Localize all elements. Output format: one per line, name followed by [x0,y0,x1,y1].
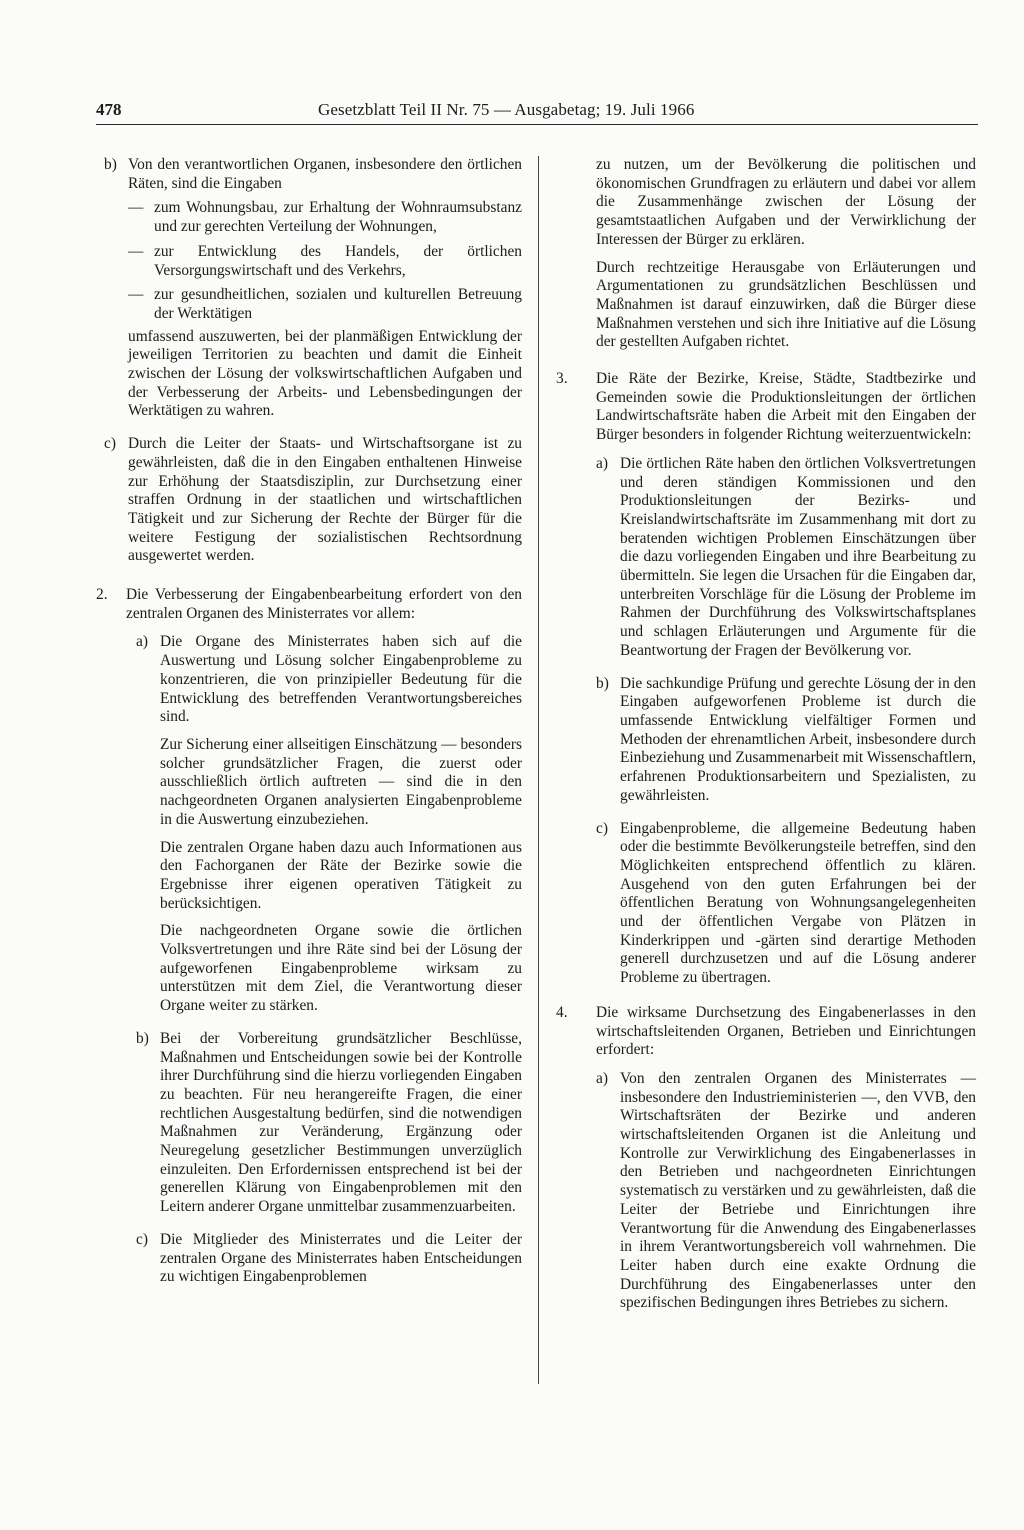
item-label: 4. [556,1003,568,1021]
running-head: Gesetzblatt Teil II Nr. 75 — Ausgabetag; 19. Juli 1966 [318,100,695,119]
paragraph: Zur Sicherung einer allseitigen Einschätzung — besonders solcher grundsätzlicher Fragen, die zuerst oder ausschließlich örtlich auftreten — sind die in den nachgeordneten Organen analysierten Eingabenprobleme in die Auswertung einzubeziehen. [160,735,522,828]
item-label: 3. [556,370,568,388]
item-2-a [136,633,522,1015]
left-item-c [104,435,522,566]
paragraph: Die Organe des Ministerrates haben sich auf die Auswertung und Lösung solcher Eingabenprobleme zu konzentrieren, die von prinzipieller Bedeutung für die Entwicklung des betreffenden Verantwortungsbereiches sind. [160,633,522,726]
paragraph: Durch die Leiter der Staats- und Wirtschaftsorgane ist zu gewährleisten, daß die in den Eingaben enthaltenen Hinweise zur Erhöhung der Staatsdisziplin, zur Durchsetzung einer straffen Ordnung in der staatlichen und wirtschaftlichen Tätigkeit und zur Sicherung der Rechte der Bürger für die weitere Festigung der sozialistischen Rechtsordnung ausgewertet werden. [128,435,522,565]
item-label: c) [104,435,116,453]
page-number: 478 [96,100,122,119]
paragraph: Eingabenprobleme, die allgemeine Bedeutung haben oder die bestimmte Bevölkerungsteile betreffen, sind den Möglichkeiten entsprechend öffentlich zu klären. Ausgehend von den guten Erfahrungen bei der öffentlichen Beratung von Wohnungsangelegenheiten und der öffentlichen Vergabe von Plätzen in Kinderkrippen und -gärten sind derartige Methoden generell durchzusetzen und auf die Lösung anderer Probleme zu übertragen. [620,819,976,987]
item-4-a [596,1070,976,1313]
item-label: c) [596,819,608,837]
item-label: b) [136,1029,149,1047]
header-rule [96,124,978,125]
paragraph: Bei der Vorbereitung grundsätzlicher Beschlüsse, Maßnahmen und Entscheidungen sowie bei der Kontrolle ihrer Durchführung sind die hierzu vorliegenden Eingaben zu beachten. Für neu herangereifte Fragen, die einer rechtlichen Ausgestaltung bedürfen, sind die notwendigen Maßnahmen zur Veränderung, Ergänzung oder Neuregelung gesetzlicher Bestimmungen unverzüglich einzuleiten. Den Erfordernissen entsprechend ist bei der generellen Klärung von Eingabenproblemen mit den Leitern anderer Organe unmittelbar zusammenzuarbeiten. [160,1029,522,1216]
item-2-b [136,1030,522,1217]
item-2 [96,586,522,1301]
dash-text: zur Entwicklung des Handels, der örtlichen Versorgungswirtschaft und des Verkehrs, [154,242,522,279]
paragraph: zu nutzen, um der Bevölkerung die politischen und ökonomischen Grundfragen zu erläutern und dabei vor allem die Zusammenhänge zwischen der Lösung der gesamtstaatlichen Aufgaben und der Verwirklichung der Interessen der Bürger zu erklären. [596,156,976,248]
paragraph: Die Verbesserung der Eingabenbearbeitung erfordert von den zentralen Organen des Ministerrates vor allem: [126,586,522,622]
dash-item [128,243,522,280]
paragraph: Von den verantwortlichen Organen, insbesondere den örtlichen Räten, sind die Eingaben [128,156,522,192]
item-label: a) [596,454,608,472]
paragraph: umfassend auszuwerten, bei der planmäßigen Entwicklung der jeweiligen Territorien zu beachten und damit die Einheit zwischen der Lösung der volkswirtschaftlichen Aufgaben und der Verbesserung der Arbeits- und Lebensbedingungen der Werktätigen zu wahren. [128,327,522,420]
page-header [96,100,976,126]
paragraph: Die örtlichen Räte haben den örtlichen Volksvertretungen und deren ständigen Kommissionen und den Produktionsleitungen der Bezirks- und Kreislandwirtschaftsräte im Zusammenhang mit dort zu beratenden wichtigen Problemen Einschätzungen über die dazu vorliegenden Eingaben und ihre Bearbeitung zu übermitteln. Sie legen die Ursachen für die Eingaben dar, unterbreiten Vorschläge für die Lösung der Probleme im Rahmen der Durchführung des Volkswirtschaftsplanes und schlagen Erläuterungen und Argumente für die Beantwortung der Fragen der Bevölkerung vor. [620,454,976,659]
item-3-b [596,675,976,806]
item-2-c [136,1231,522,1287]
item-3 [556,370,976,988]
item-label: 2. [96,586,108,604]
dash-item [128,199,522,236]
paragraph: Von den zentralen Organen des Ministerrates — insbesondere den Industrieministerien —, den VVB, den Wirtschaftsräten der Bezirke und anderen wirtschaftsleitenden Organen ist die Anleitung und Kontrolle zur Verwirklichung des Eingabenerlasses in den Betrieben und nachgeordneten Einrichtungen systematisch zu verstärken und zu gewährleisten, daß die Leiter der Betriebe und Einrichtungen ihre Verantwortung für die Anwendung des Eingabenerlasses in ihrem Verantwortungsbereich voll wahrnehmen. Die Leiter haben durch eine exakte Ordnung die Durchführung des Eingabenerlasses unter den spezifischen Bedingungen ihres Betriebes zu sichern. [620,1069,976,1312]
dash-text: zur gesundheitlichen, sozialen und kulturellen Betreuung der Werktätigen [154,286,522,322]
paragraph: Die wirksame Durchsetzung des Eingabenerlasses in den wirtschaftsleitenden Organen, Betrieben und Einrichtungen erfordert: [596,1003,976,1059]
item-label: b) [596,674,609,692]
dash-marker: — [128,286,144,304]
paragraph: Die zentralen Organe haben dazu auch Informationen aus den Fachorganen der Räte der Bezirke sowie die Ergebnisse ihrer eigenen operativen Tätigkeit zu berücksichtigen. [160,838,522,912]
item-label: a) [596,1069,608,1087]
paragraph: Die Räte der Bezirke, Kreise, Städte, Stadtbezirke und Gemeinden sowie die Produktionsleitungen der örtlichen Landwirtschaftsräte haben die Arbeit mit den Eingaben der Bürger besonders in folgender Richtung weiterzuentwickeln: [596,370,976,444]
item-label: c) [136,1230,148,1248]
paragraph: Die Mitglieder des Ministerrates und die Leiter der zentralen Organe des Ministerrates haben Entscheidungen zu wichtigen Eingabenproblemen [160,1230,522,1286]
item-label: b) [104,156,117,173]
right-column [556,156,976,1343]
column-divider [538,156,539,1384]
paragraph: Die nachgeordneten Organe sowie die örtlichen Volksvertretungen und ihre Räte sind bei der Lösung der aufgeworfenen Eingabenprobleme wirksam zu unterstützen mit dem Ziel, die Verantwortung dieser Organe weiter zu stärken. [160,922,522,1015]
dash-marker: — [128,199,144,217]
dash-item [128,286,522,323]
paragraph: Durch rechtzeitige Herausgabe von Erläuterungen und Argumentationen zu grundsätzlichen Beschlüssen und Maßnahmen ist darauf einzuwirken, daß die Bürger diese Maßnahmen verstehen und sich ihre Initiative auf die Lösung der gestellten Aufgaben richtet. [596,258,976,351]
dash-text: zum Wohnungsbau, zur Erhaltung der Wohnraumsubstanz und zur gerechten Verteilung der Wohnungen, [154,199,522,236]
paragraph: Die sachkundige Prüfung und gerechte Lösung der in den Eingaben aufgeworfenen Probleme ist durch die umfassende Entwicklung vielfältiger Formen und Methoden der ehrenamtlichen Arbeit, insbesondere durch Einbeziehung und Zusammenarbeit mit Wissenschaftlern, erfahrenen Produktionsarbeitern und Spezialisten, zu gewährleisten. [620,674,976,804]
item-3-c [596,820,976,988]
dash-marker: — [128,242,144,260]
left-item-b [104,156,522,421]
item-3-a [596,455,976,661]
item-4 [556,1004,976,1327]
item-label: a) [136,633,148,651]
left-column [96,156,522,1317]
